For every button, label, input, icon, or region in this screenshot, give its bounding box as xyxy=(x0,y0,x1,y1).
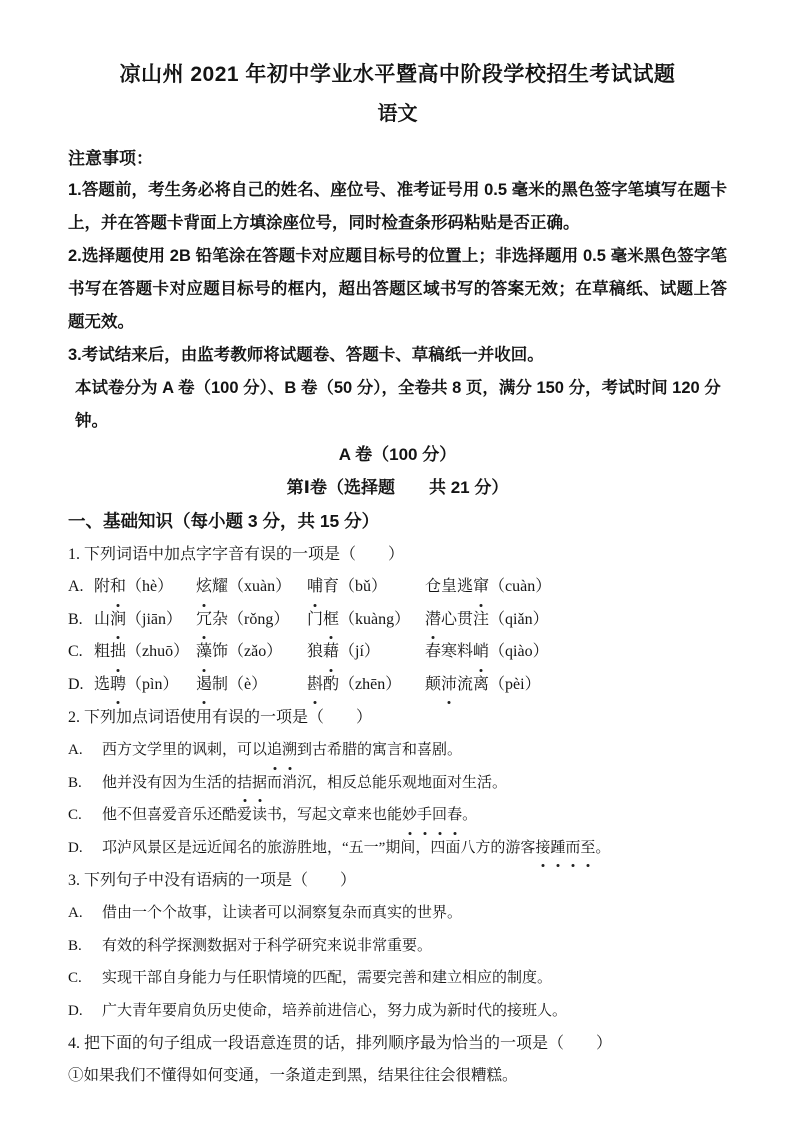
notice-item-2: 2.选择题使用 2B 铅笔涂在答题卡对应题目标号的位置上；非选择题用 0.5 毫米黑色签字笔书写在答题卡对应题目标号的框内，超出答题区域书写的答案无效；在草稿纸、试题上答题无效。 xyxy=(68,247,727,331)
exam-info: 本试卷分为 A 卷（100 分）、B 卷（50 分），全卷共 8 页，满分 150 分，考试时间 120 分钟。 xyxy=(75,379,721,430)
question-3-option-d xyxy=(68,995,727,1028)
emphasis-dot-char: 接 xyxy=(535,832,550,865)
word-item: 藻饰（zǎo） xyxy=(196,636,307,669)
question-4-sentence-1: ①如果我们不懂得如何变通，一条道走到黑，结果往往会很糟糕。 xyxy=(68,1067,518,1084)
option-label: C. xyxy=(68,970,82,986)
page-title: 凉山州 2021 年初中学业水平暨高中阶段学校招生考试试题 xyxy=(119,63,676,86)
question-2-option-b xyxy=(68,767,727,800)
emphasis-dot-char: 潜 xyxy=(425,604,441,637)
emphasis-dot-char: 藉 xyxy=(323,636,339,669)
emphasis-dot-char: 拮 xyxy=(237,767,252,800)
option-label: C. xyxy=(68,807,82,823)
word-item: 冗杂（rǒng） xyxy=(196,604,307,637)
word-item: 粗拙（zhuō） xyxy=(94,636,196,669)
emphasis-dot-char: 窜 xyxy=(473,571,489,604)
emphasis-dot-char: 和 xyxy=(110,571,126,604)
word-item: 仓皇逃窜（cuàn） xyxy=(425,571,727,604)
word-item: 哺育（bǔ） xyxy=(307,571,425,604)
option-label: B. xyxy=(68,610,83,628)
question-3-stem: 3. 下列句子中没有语病的一项是（ ） xyxy=(68,872,357,889)
question-2 xyxy=(68,701,727,864)
emphasis-dot-char: 春 xyxy=(447,799,462,832)
emphasis-dot-char: 追 xyxy=(267,734,282,767)
notice-item-1: 1.答题前，考生务必将自己的姓名、座位号、准考证号用 0.5 毫米的黑色签字笔填写在题卡上，并在答题卡背面上方填涂座位号，同时检查条形码粘贴是否正确。 xyxy=(68,181,727,232)
question-1 xyxy=(68,538,727,701)
question-1-option-a xyxy=(68,571,727,604)
emphasis-dot-char: 踵 xyxy=(550,832,565,865)
emphasis-dot-char: 峭 xyxy=(473,636,489,669)
option-text: 邛泸风景区是远近闻名的旅游胜地，“五一”期间，四面八方的游客接踵而至。 xyxy=(102,832,727,865)
question-1-option-d xyxy=(68,669,727,702)
notice-item-3: 3.考试结来后，由监考教师将试题卷、答题卡、草稿纸一并收回。 xyxy=(68,346,544,364)
option-label: B. xyxy=(68,774,82,791)
word-item: 春寒料峭（qiào） xyxy=(425,636,727,669)
emphasis-dot-char: 藻 xyxy=(196,636,212,669)
word-item: 狼藉（jí） xyxy=(307,636,425,669)
option-label: A. xyxy=(68,578,84,595)
word-item: 斟酌（zhēn） xyxy=(307,669,425,702)
emphasis-dot-char: 据 xyxy=(252,767,267,800)
question-2-option-c xyxy=(68,799,727,832)
option-label: C. xyxy=(68,643,83,660)
question-1-stem: 1. 下列词语中加点字字音有误的一项是（ ） xyxy=(68,546,405,563)
word-item: 颠沛流离（pèi） xyxy=(425,669,727,702)
question-2-stem: 2. 下列加点词语使用有误的一项是（ ） xyxy=(68,709,373,726)
option-text: 广大青年要肩负历史使命，培养前进信心，努力成为新时代的接班人。 xyxy=(102,1002,568,1019)
word-item: 选聘（pìn） xyxy=(94,669,196,702)
question-4-stem: 4. 把下面的句子组成一段语意连贯的话，排列顺序最为恰当的一项是（ ） xyxy=(68,1035,613,1052)
option-label: A. xyxy=(68,905,83,921)
question-1-option-c xyxy=(68,636,727,669)
emphasis-dot-char: 拙 xyxy=(110,636,126,669)
word-item: 附和（hè） xyxy=(94,571,196,604)
question-2-option-a xyxy=(68,734,727,767)
notice-heading: 注意事项： xyxy=(68,149,153,168)
part1-heading: 第Ⅰ卷（选择题 共 21 分） xyxy=(286,478,509,497)
emphasis-dot-char: 聘 xyxy=(110,669,126,702)
word-item: 门框（kuàng） xyxy=(307,604,425,637)
option-label: D. xyxy=(68,1002,83,1019)
word-item: 山涧（jiān） xyxy=(94,604,196,637)
emphasis-dot-char: 炫 xyxy=(196,571,212,604)
emphasis-dot-char: 回 xyxy=(432,799,447,832)
question-3-option-c xyxy=(68,962,727,995)
emphasis-dot-char: 沛 xyxy=(441,669,457,702)
question-3-option-b xyxy=(68,930,727,963)
subject-title: 语文 xyxy=(377,103,418,125)
option-label: D. xyxy=(68,839,83,856)
question-3-option-a xyxy=(68,897,727,930)
emphasis-dot-char: 溯 xyxy=(282,734,297,767)
emphasis-dot-char: 框 xyxy=(323,604,339,637)
emphasis-dot-char: 哺 xyxy=(307,571,323,604)
option-label: B. xyxy=(68,937,82,954)
emphasis-dot-char: 而 xyxy=(565,832,580,865)
option-text: 他不但喜爱音乐还酷爱读书，写起文章来也能妙手回春。 xyxy=(102,799,727,832)
question-3 xyxy=(68,864,727,1027)
emphasis-dot-char: 斟 xyxy=(307,669,323,702)
emphasis-dot-char: 遏 xyxy=(196,669,212,702)
question-1-option-b xyxy=(68,604,727,637)
emphasis-dot-char: 至 xyxy=(580,832,595,865)
option-label: A. xyxy=(68,742,83,758)
word-item: 炫耀（xuàn） xyxy=(196,571,307,604)
option-label: D. xyxy=(68,675,84,693)
option-text: 实现干部自身能力与任职情境的匹配，需要完善和建立相应的制度。 xyxy=(102,970,553,986)
emphasis-dot-char: 冗 xyxy=(196,604,212,637)
question-4 xyxy=(68,1027,727,1093)
word-item: 潜心贯注（qiǎn） xyxy=(425,604,727,637)
option-text: 西方文学里的讽刺，可以追溯到古希腊的寓言和喜剧。 xyxy=(102,734,727,767)
word-item: 遏制（è） xyxy=(196,669,307,702)
option-text: 有效的科学探测数据对于科学研究来说非常重要。 xyxy=(102,937,433,954)
emphasis-dot-char: 涧 xyxy=(110,604,126,637)
option-text: 借由一个个故事，让读者可以洞察复杂而真实的世界。 xyxy=(102,905,463,921)
section1-heading: 一、基础知识（每小题 3 分，共 15 分） xyxy=(68,511,380,531)
question-2-option-d xyxy=(68,832,727,865)
option-text: 他并没有因为生活的拮据而消沉，相反总能乐观地面对生活。 xyxy=(102,767,727,800)
a-volume-heading: A 卷（100 分） xyxy=(338,445,457,464)
emphasis-dot-char: 妙 xyxy=(402,799,417,832)
emphasis-dot-char: 手 xyxy=(417,799,432,832)
